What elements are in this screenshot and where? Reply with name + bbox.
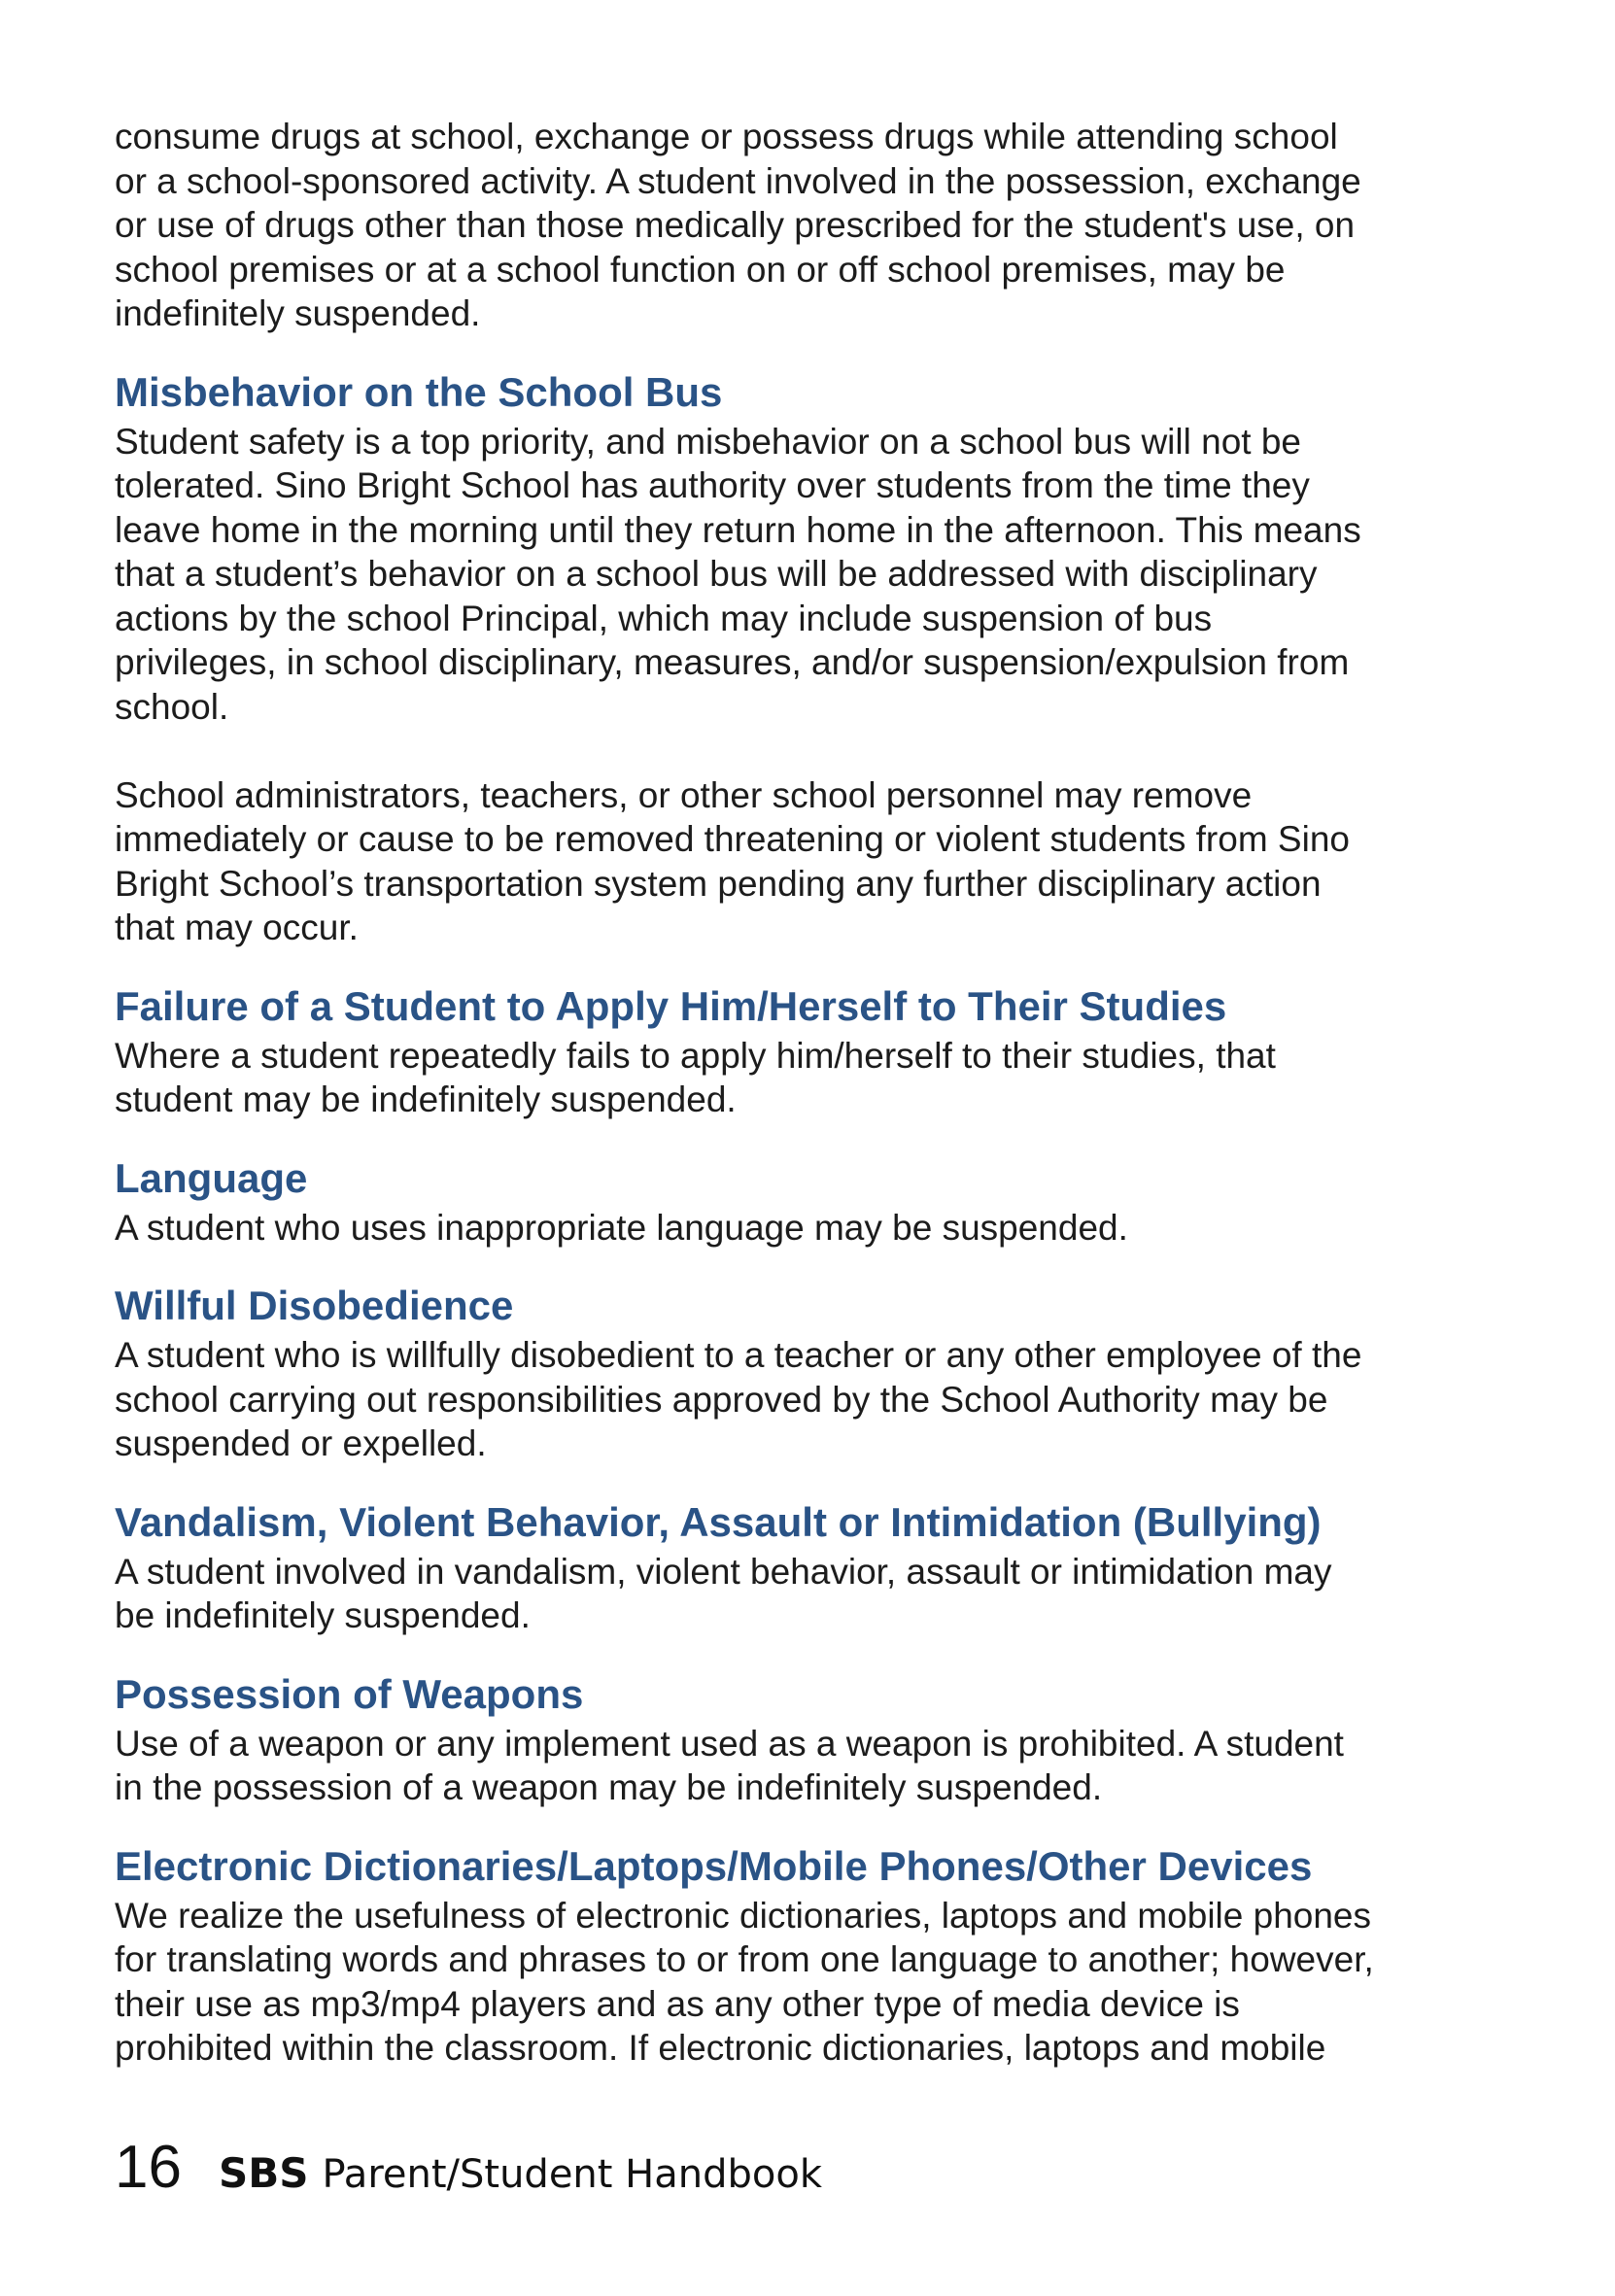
section-heading: Language <box>115 1154 308 1201</box>
section-paragraph: Where a student repeatedly fails to apply him/herself to their studies, that student may be indefinitely suspended. <box>115 1035 1276 1119</box>
section-paragraph: Use of a weapon or any implement used as a weapon is prohibited. A student in the possession of a weapon may be indefinitely suspended. <box>115 1723 1344 1807</box>
section-willful-disobedience <box>115 1281 1475 1466</box>
section-electronic-devices <box>115 1841 1475 2071</box>
section-paragraph: A student who uses inappropriate language may be suspended. <box>115 1207 1128 1248</box>
brand-name: SBS <box>218 2149 309 2197</box>
section-heading: Willful Disobedience <box>115 1283 514 1328</box>
section-paragraph: Student safety is a top priority, and misbehavior on a school bus will not be tolerated. Sino Bright School has authority over students from the time they leave home in the morning until they return home in the afternoon. This means that a student’s behavior on a school bus will be addressed with disciplinary actions by the school Principal, which may include suspension of bus privileges, in school disciplinary, measures, and/or suspension/expulsion from school. <box>115 421 1361 727</box>
section-heading: Misbehavior on the School Bus <box>115 368 723 415</box>
section-language <box>115 1153 1475 1251</box>
section-paragraph: School administrators, teachers, or other school personnel may remove immediately or cause to be removed threatening or violent students from Sino Bright School’s transportation system pending any further disciplinary action that may occur. <box>115 774 1350 947</box>
section-paragraph: A student who is willfully disobedient to a teacher or any other employee of the school carrying out responsibilities approved by the School Authority may be suspended or expelled. <box>115 1335 1362 1463</box>
handbook-page <box>115 115 1475 2071</box>
section-paragraph: A student involved in vandalism, violent behavior, assault or intimidation may be indefinitely suspended. <box>115 1551 1332 1635</box>
section-vandalism <box>115 1497 1475 1638</box>
section-heading: Failure of a Student to Apply Him/Herself to Their Studies <box>115 982 1227 1029</box>
handbook-title: Parent/Student Handbook <box>322 2152 823 2197</box>
section-studies-failure <box>115 981 1475 1122</box>
intro-paragraph: consume drugs at school, exchange or possess drugs while attending school or a school-sponsored activity. A student involved in the possession, exchange or use of drugs other than those medically prescribed for the student's use, on school premises or at a school function on or off school premises, may be indefinitely suspended. <box>115 117 1361 333</box>
section-paragraph: We realize the usefulness of electronic dictionaries, laptops and mobile phones for translating words and phrases to or from one language to another; however, their use as mp3/mp4 players and as any other type of media device is prohibited within the classroom. If electronic dictionaries, laptops and mobile <box>115 1895 1374 2068</box>
page-footer <box>115 2134 822 2202</box>
section-heading: Vandalism, Violent Behavior, Assault or Intimidation (Bullying) <box>115 1498 1322 1545</box>
section-bus-misbehavior <box>115 367 1475 950</box>
section-heading: Electronic Dictionaries/Laptops/Mobile Phones/Other Devices <box>115 1842 1313 1889</box>
section-heading: Possession of Weapons <box>115 1670 584 1717</box>
section-weapons <box>115 1669 1475 1810</box>
page-number: 16 <box>115 2134 182 2201</box>
